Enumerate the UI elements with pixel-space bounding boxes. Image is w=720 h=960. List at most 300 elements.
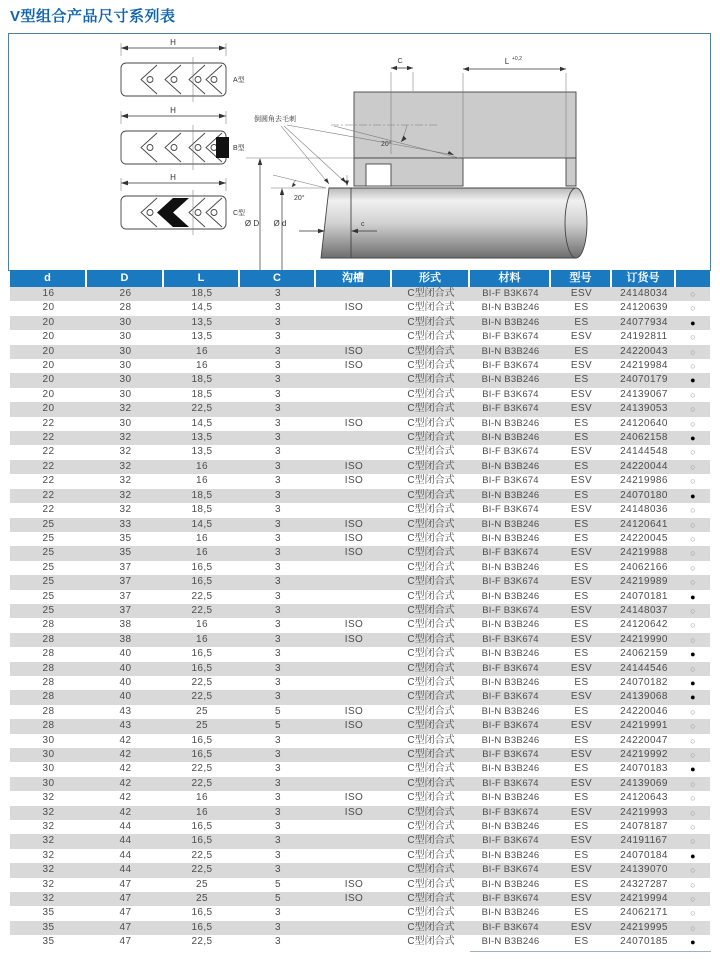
cell-C: 3: [275, 590, 281, 602]
availability-open-icon: ○: [690, 822, 696, 833]
cell-form: C型闭合式: [407, 777, 455, 789]
cell-D: 30: [119, 374, 132, 386]
cell-D: 47: [119, 893, 132, 905]
cell-form: C型闭合式: [407, 360, 455, 372]
cell-d: 35: [42, 936, 55, 948]
cell-material: BI-N B3B246: [481, 532, 540, 544]
cell-material: BI-F B3K674: [482, 777, 539, 789]
cell-model: ESV: [570, 864, 593, 876]
cell-D: 30: [119, 360, 132, 372]
cell-C: 5: [275, 705, 281, 717]
availability-open-icon: ○: [690, 634, 696, 645]
cell-order-no: 24139068: [620, 691, 668, 703]
cell-d: 28: [42, 705, 55, 717]
seal-type-b-label: B型: [233, 145, 245, 152]
availability-open-icon: ○: [690, 865, 696, 876]
cell-groove: [316, 690, 392, 704]
cell-material: BI-N B3B246: [481, 374, 540, 386]
table-row: [10, 878, 710, 892]
table-row: [10, 388, 710, 402]
cell-groove: [316, 287, 392, 301]
cell-L: 16,5: [191, 734, 213, 746]
cell-form: C型闭合式: [407, 345, 455, 357]
table-row: [10, 445, 710, 459]
table-row: [10, 820, 710, 834]
dim-dia-d: [274, 188, 287, 270]
cell-material: BI-N B3B246: [481, 561, 540, 573]
cell-material: BI-F B3K674: [482, 504, 539, 516]
cell-C: 3: [275, 835, 281, 847]
dim-h-label-a: H: [170, 38, 176, 47]
cell-form: C型闭合式: [407, 676, 455, 688]
cell-D: 32: [119, 432, 132, 444]
cell-model: ESV: [570, 806, 593, 818]
availability-open-icon: ○: [690, 894, 696, 905]
cell-form: C型闭合式: [407, 374, 455, 386]
table-row: [10, 921, 710, 935]
cell-model: ESV: [570, 749, 593, 760]
cell-model: ES: [574, 302, 589, 314]
seal-stack-a-diagram: [121, 38, 245, 102]
cell-C: 3: [275, 460, 281, 472]
cell-groove: ISO: [344, 878, 364, 890]
table-row: [10, 734, 710, 748]
cell-order-no: 24191167: [620, 835, 668, 847]
cell-C: 3: [275, 907, 281, 919]
cell-form: C型闭合式: [407, 590, 455, 602]
cell-order-no: 24062171: [620, 907, 668, 919]
cell-D: 40: [119, 648, 132, 660]
availability-filled-icon: ●: [690, 591, 696, 602]
cell-material: BI-F B3K674: [482, 806, 539, 818]
cell-L: 18,5: [191, 288, 213, 299]
cell-model: ESV: [570, 547, 593, 559]
cell-order-no: 24219988: [620, 547, 668, 559]
cell-model: ESV: [570, 777, 593, 789]
cell-order-no: 24219995: [620, 921, 668, 933]
cell-D: 47: [119, 921, 132, 933]
cell-d: 25: [42, 547, 55, 559]
cell-order-no: 24219986: [620, 475, 668, 487]
cell-L: 16: [196, 345, 208, 357]
cell-D: 37: [119, 576, 132, 588]
cell-L: 16: [196, 806, 208, 818]
cell-model: ES: [574, 561, 589, 573]
cell-order-no: 24070184: [620, 849, 668, 861]
availability-open-icon: ○: [690, 346, 696, 357]
cell-d: 30: [42, 777, 55, 789]
cell-d: 32: [42, 878, 55, 890]
table-row: [10, 892, 710, 906]
cell-material: BI-N B3B246: [481, 676, 540, 688]
seal-type-a-label: A型: [233, 77, 245, 84]
cell-D: 28: [119, 302, 132, 314]
cell-D: 32: [119, 403, 132, 415]
cell-model: ES: [574, 648, 589, 660]
cell-order-no: 24062166: [620, 561, 668, 573]
cell-model: ES: [574, 316, 589, 328]
cell-model: ESV: [570, 835, 593, 847]
table-row: [10, 662, 710, 676]
cell-L: 13,5: [191, 432, 213, 444]
table-row: [10, 690, 710, 704]
cell-D: 47: [119, 907, 132, 919]
cell-material: BI-N B3B246: [481, 792, 540, 804]
availability-open-icon: ○: [690, 519, 696, 530]
cell-groove: [316, 388, 392, 402]
page-title: V型组合产品尺寸系列表: [10, 8, 176, 25]
cell-form: C型闭合式: [407, 864, 455, 876]
cell-D: 37: [119, 590, 132, 602]
cell-L: 14,5: [191, 518, 213, 530]
cell-L: 16,5: [191, 821, 213, 833]
availability-filled-icon: ●: [690, 850, 696, 861]
availability-open-icon: ○: [690, 706, 696, 717]
cell-d: 32: [42, 835, 55, 847]
dia-D-label: Ø D: [244, 219, 260, 228]
cell-order-no: 24219984: [620, 360, 668, 372]
cell-groove: ISO: [344, 302, 364, 314]
cell-groove: [316, 575, 392, 589]
cell-model: ES: [574, 676, 589, 688]
cell-L: 13,5: [191, 331, 213, 343]
availability-filled-icon: ●: [690, 375, 696, 386]
cell-d: 22: [42, 460, 55, 472]
availability-open-icon: ○: [690, 404, 696, 415]
cell-C: 3: [275, 619, 281, 631]
availability-filled-icon: ●: [690, 764, 696, 775]
cell-order-no: 24220047: [620, 734, 668, 746]
cell-C: 3: [275, 403, 281, 415]
cell-C: 3: [275, 504, 281, 516]
cell-C: 3: [275, 302, 281, 314]
cell-groove: [316, 834, 392, 848]
cell-D: 42: [119, 734, 132, 746]
cell-model: ESV: [570, 691, 593, 703]
availability-filled-icon: ●: [690, 692, 696, 703]
cell-D: 30: [119, 316, 132, 328]
table-row: [10, 373, 710, 387]
cell-material: BI-F B3K674: [482, 360, 539, 372]
cell-model: ESV: [570, 475, 593, 487]
availability-open-icon: ○: [690, 476, 696, 487]
cell-form: C型闭合式: [407, 662, 455, 674]
cell-C: 3: [275, 288, 281, 299]
header-C: C: [240, 270, 316, 287]
cell-C: 3: [275, 316, 281, 328]
table-row: [10, 287, 710, 301]
cell-d: 25: [42, 590, 55, 602]
cell-order-no: 24148036: [620, 504, 668, 516]
table-row: [10, 561, 710, 575]
cell-model: ESV: [570, 331, 593, 343]
cell-L: 18,5: [191, 489, 213, 501]
cell-C: 3: [275, 489, 281, 501]
cell-C: 3: [275, 676, 281, 688]
cell-D: 35: [119, 547, 132, 559]
availability-open-icon: ○: [690, 303, 696, 314]
seal-stack-b-diagram: [121, 106, 245, 170]
cell-groove: [316, 503, 392, 517]
cell-C: 3: [275, 432, 281, 444]
deburr-note-label: 倒圆角去毛刺: [254, 116, 296, 123]
cell-form: C型闭合式: [407, 532, 455, 544]
cell-order-no: 24139053: [620, 403, 668, 415]
availability-open-icon: ○: [690, 562, 696, 573]
cell-material: BI-N B3B246: [481, 705, 540, 717]
availability-filled-icon: ●: [690, 490, 696, 501]
seal-technical-drawing: [9, 34, 710, 270]
cell-form: C型闭合式: [407, 604, 455, 616]
availability-filled-icon: ●: [690, 317, 696, 328]
availability-open-icon: ○: [690, 332, 696, 343]
cell-material: BI-F B3K674: [482, 403, 539, 415]
availability-filled-icon: ●: [690, 433, 696, 444]
cell-D: 47: [119, 936, 132, 948]
cell-material: BI-F B3K674: [482, 388, 539, 400]
availability-filled-icon: ●: [690, 677, 696, 688]
dim-L-tolerance: +0,2: [512, 56, 522, 62]
cell-model: ESV: [570, 662, 593, 674]
availability-open-icon: ○: [690, 505, 696, 516]
cell-C: 3: [275, 547, 281, 559]
cell-model: ES: [574, 734, 589, 746]
cell-L: 22,5: [191, 691, 213, 703]
cell-model: ES: [574, 590, 589, 602]
cell-material: BI-N B3B246: [481, 590, 540, 602]
cell-form: C型闭合式: [407, 302, 455, 314]
cell-material: BI-F B3K674: [482, 576, 539, 588]
cell-C: 3: [275, 821, 281, 833]
cell-C: 3: [275, 446, 281, 458]
availability-open-icon: ○: [690, 807, 696, 818]
cell-C: 3: [275, 633, 281, 645]
cell-material: BI-F B3K674: [482, 633, 539, 645]
cell-model: ES: [574, 878, 589, 890]
cell-C: 3: [275, 518, 281, 530]
cell-material: BI-N B3B246: [481, 619, 540, 631]
cell-groove: ISO: [344, 720, 364, 732]
header-material: 材料: [470, 270, 551, 287]
availability-open-icon: ○: [690, 750, 696, 760]
cell-order-no: 24139067: [620, 388, 668, 400]
cell-C: 3: [275, 806, 281, 818]
cell-form: C型闭合式: [407, 561, 455, 573]
cell-groove: [316, 935, 392, 949]
cell-D: 33: [119, 518, 132, 530]
cell-order-no: 24148037: [620, 604, 668, 616]
cell-groove: ISO: [344, 893, 364, 905]
cell-d: 32: [42, 792, 55, 804]
cell-material: BI-F B3K674: [482, 331, 539, 343]
cell-D: 42: [119, 792, 132, 804]
dim-L-label: L: [504, 57, 510, 66]
cell-form: C型闭合式: [407, 792, 455, 804]
cell-groove: [316, 590, 392, 604]
cell-L: 16: [196, 619, 208, 631]
cell-model: ESV: [570, 288, 593, 299]
cell-C: 3: [275, 388, 281, 400]
cell-form: C型闭合式: [407, 648, 455, 660]
cell-d: 28: [42, 619, 55, 631]
table-row: [10, 676, 710, 690]
cell-order-no: 24219989: [620, 576, 668, 588]
table-row: [10, 633, 710, 647]
table-row: [10, 647, 710, 661]
cell-d: 20: [42, 316, 55, 328]
dim-h-label-b: H: [170, 106, 176, 115]
cell-form: C型闭合式: [407, 835, 455, 847]
cell-material: BI-N B3B246: [481, 648, 540, 660]
cell-groove: [316, 777, 392, 791]
cell-D: 32: [119, 489, 132, 501]
cell-D: 32: [119, 504, 132, 516]
cell-D: 32: [119, 446, 132, 458]
cell-D: 43: [119, 705, 132, 717]
cell-order-no: 24192811: [620, 331, 668, 343]
cell-d: 28: [42, 633, 55, 645]
cell-L: 16,5: [191, 749, 213, 760]
cell-model: ESV: [570, 921, 593, 933]
header-groove: 沟槽: [316, 270, 392, 287]
header-L: L: [164, 270, 240, 287]
cell-d: 20: [42, 331, 55, 343]
cell-D: 42: [119, 749, 132, 760]
table-row: [10, 604, 710, 618]
cell-groove: [316, 676, 392, 690]
table-row: [10, 618, 710, 632]
cell-model: ES: [574, 907, 589, 919]
cell-material: BI-F B3K674: [482, 547, 539, 559]
cell-L: 22,5: [191, 604, 213, 616]
cell-d: 22: [42, 489, 55, 501]
cell-form: C型闭合式: [407, 907, 455, 919]
cell-C: 3: [275, 921, 281, 933]
cell-model: ESV: [570, 388, 593, 400]
dim-c-label: c: [361, 221, 365, 228]
cell-L: 22,5: [191, 777, 213, 789]
cell-model: ESV: [570, 633, 593, 645]
cell-L: 16: [196, 532, 208, 544]
cell-C: 3: [275, 792, 281, 804]
availability-open-icon: ○: [690, 461, 696, 472]
cell-groove: [316, 402, 392, 416]
availability-open-icon: ○: [690, 605, 696, 616]
table-row: [10, 546, 710, 560]
cell-C: 3: [275, 331, 281, 343]
cell-groove: [316, 647, 392, 661]
cell-form: C型闭合式: [407, 388, 455, 400]
cell-model: ES: [574, 763, 589, 775]
cell-L: 16,5: [191, 576, 213, 588]
availability-open-icon: ○: [690, 663, 696, 674]
table-row: [10, 503, 710, 517]
table-body: [10, 287, 710, 950]
cell-order-no: 24062159: [620, 648, 668, 660]
cell-L: 16: [196, 792, 208, 804]
cell-model: ES: [574, 417, 589, 429]
cell-D: 35: [119, 532, 132, 544]
cell-material: BI-N B3B246: [481, 734, 540, 746]
cell-L: 16: [196, 360, 208, 372]
cell-material: BI-N B3B246: [481, 417, 540, 429]
cell-C: 3: [275, 345, 281, 357]
cell-C: 3: [275, 475, 281, 487]
cell-groove: [316, 373, 392, 387]
table-row: [10, 402, 710, 416]
cell-groove: [316, 863, 392, 877]
cell-model: ES: [574, 849, 589, 861]
availability-open-icon: ○: [690, 735, 696, 746]
cell-material: BI-N B3B246: [481, 460, 540, 472]
cell-form: C型闭合式: [407, 849, 455, 861]
cell-material: BI-N B3B246: [481, 849, 540, 861]
dim-h-label-c: H: [170, 173, 176, 182]
cell-form: C型闭合式: [407, 446, 455, 458]
availability-open-icon: ○: [690, 620, 696, 631]
cell-material: BI-N B3B246: [481, 518, 540, 530]
cell-groove: [316, 561, 392, 575]
cell-d: 28: [42, 648, 55, 660]
cell-groove: ISO: [344, 619, 364, 631]
cell-form: C型闭合式: [407, 893, 455, 905]
cell-L: 22,5: [191, 590, 213, 602]
cell-d: 20: [42, 374, 55, 386]
cell-model: ESV: [570, 446, 593, 458]
cell-model: ES: [574, 374, 589, 386]
seal-b-end-adapter: [216, 137, 229, 158]
table-row: [10, 359, 710, 373]
cell-material: BI-N B3B246: [481, 432, 540, 444]
dimension-series-table: [10, 270, 710, 950]
cell-form: C型闭合式: [407, 489, 455, 501]
cell-order-no: 24078187: [620, 821, 668, 833]
cell-L: 16: [196, 475, 208, 487]
cell-d: 20: [42, 345, 55, 357]
cell-L: 22,5: [191, 403, 213, 415]
cell-material: BI-F B3K674: [482, 749, 539, 760]
seal-stack-c-diagram: [121, 173, 245, 235]
cell-model: ESV: [570, 360, 593, 372]
availability-open-icon: ○: [690, 389, 696, 400]
cell-C: 5: [275, 893, 281, 905]
cell-groove: ISO: [344, 475, 364, 487]
cell-L: 16,5: [191, 835, 213, 847]
cell-order-no: 24139070: [620, 864, 668, 876]
cell-order-no: 24219994: [620, 893, 668, 905]
cell-material: BI-F B3K674: [482, 720, 539, 732]
cell-model: ES: [574, 936, 589, 948]
table-row: [10, 431, 710, 445]
cell-groove: ISO: [344, 806, 364, 818]
cell-order-no: 24327287: [620, 878, 668, 890]
cell-L: 18,5: [191, 374, 213, 386]
header-d: d: [10, 270, 87, 287]
cell-L: 13,5: [191, 446, 213, 458]
cell-D: 40: [119, 691, 132, 703]
cell-D: 38: [119, 619, 132, 631]
cell-d: 32: [42, 849, 55, 861]
cell-C: 3: [275, 691, 281, 703]
cell-material: BI-N B3B246: [481, 763, 540, 775]
cell-material: BI-N B3B246: [481, 345, 540, 357]
cell-form: C型闭合式: [407, 921, 455, 933]
cell-groove: ISO: [344, 532, 364, 544]
table-row: [10, 518, 710, 532]
cell-groove: ISO: [344, 518, 364, 530]
availability-open-icon: ○: [690, 447, 696, 458]
cell-form: C型闭合式: [407, 403, 455, 415]
